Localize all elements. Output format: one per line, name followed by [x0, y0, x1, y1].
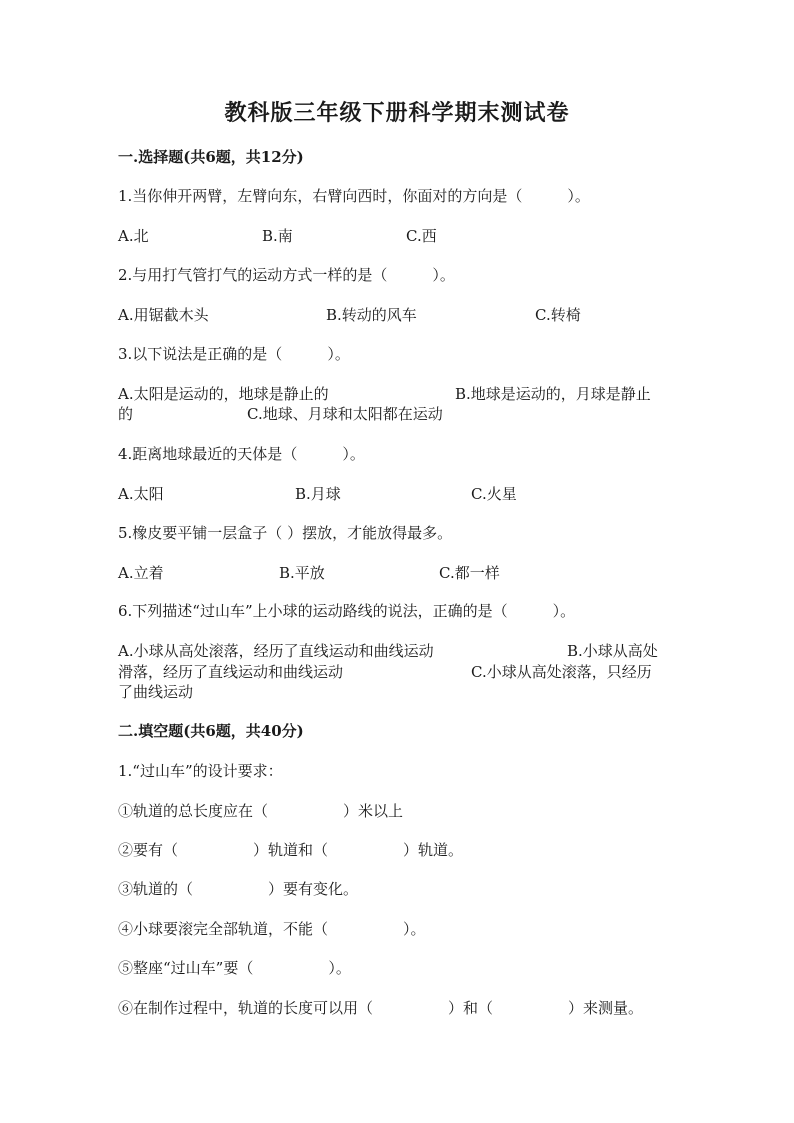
q1-option-c: C.西 — [406, 227, 437, 245]
fill-item-1: ①轨道的总长度应在（ ）米以上 — [118, 802, 404, 820]
q6-option-b-continued: 滑落，经历了直线运动和曲线运动 — [118, 663, 344, 681]
page-title: 教科版三年级下册科学期末测试卷 — [224, 100, 570, 126]
fill-item-3: ③轨道的（ ）要有变化。 — [118, 880, 359, 898]
q6-option-b: B.小球从高处 — [567, 642, 658, 660]
q3-option-b: B.地球是运动的，月球是静止 — [455, 385, 651, 403]
q2-option-b: B.转动的风车 — [326, 306, 417, 324]
fill-item-2: ②要有（ ）轨道和（ ）轨道。 — [118, 841, 464, 859]
question-1: 1.当你伸开两臂，左臂向东，右臂向西时，你面对的方向是（ ）。 — [118, 187, 590, 205]
section-heading-fill-in: 二.填空题(共6题，共40分) — [118, 722, 304, 740]
question-5: 5.橡皮要平铺一层盒子（ ）摆放，才能放得最多。 — [118, 524, 453, 542]
fill-question-1: 1.“过山车”的设计要求： — [118, 762, 283, 780]
q5-option-a: A.立着 — [118, 564, 164, 582]
question-4: 4.距离地球最近的天体是（ ）。 — [118, 445, 365, 463]
q2-option-a: A.用锯截木头 — [118, 306, 209, 324]
q3-option-c: C.地球、月球和太阳都在运动 — [247, 405, 443, 423]
question-3: 3.以下说法是正确的是（ ）。 — [118, 345, 350, 363]
q4-option-a: A.太阳 — [118, 485, 164, 503]
q5-option-b: B.平放 — [279, 564, 325, 582]
q6-option-c-continued: 了曲线运动 — [118, 683, 194, 701]
q6-option-c: C.小球从高处滚落，只经历 — [471, 663, 652, 681]
q4-option-c: C.火星 — [471, 485, 517, 503]
q3-option-b-continued: 的 — [118, 405, 134, 423]
fill-item-5: ⑤整座“过山车”要（ ）。 — [118, 959, 351, 977]
q5-option-c: C.都一样 — [439, 564, 500, 582]
q6-option-a: A.小球从高处滚落，经历了直线运动和曲线运动 — [118, 642, 434, 660]
q1-option-a: A.北 — [118, 227, 149, 245]
q2-option-c: C.转椅 — [535, 306, 581, 324]
question-6: 6.下列描述“过山车”上小球的运动路线的说法，正确的是（ ）。 — [118, 602, 576, 620]
q4-option-b: B.月球 — [295, 485, 341, 503]
fill-item-4: ④小球要滚完全部轨道，不能（ ）。 — [118, 920, 426, 938]
question-2: 2.与用打气管打气的运动方式一样的是（ ）。 — [118, 266, 455, 284]
section-heading-choice: 一.选择题(共6题，共12分) — [118, 148, 304, 166]
q3-option-a: A.太阳是运动的，地球是静止的 — [118, 385, 329, 403]
q1-option-b: B.南 — [262, 227, 293, 245]
fill-item-6: ⑥在制作过程中，轨道的长度可以用（ ）和（ ）来测量。 — [118, 999, 644, 1017]
